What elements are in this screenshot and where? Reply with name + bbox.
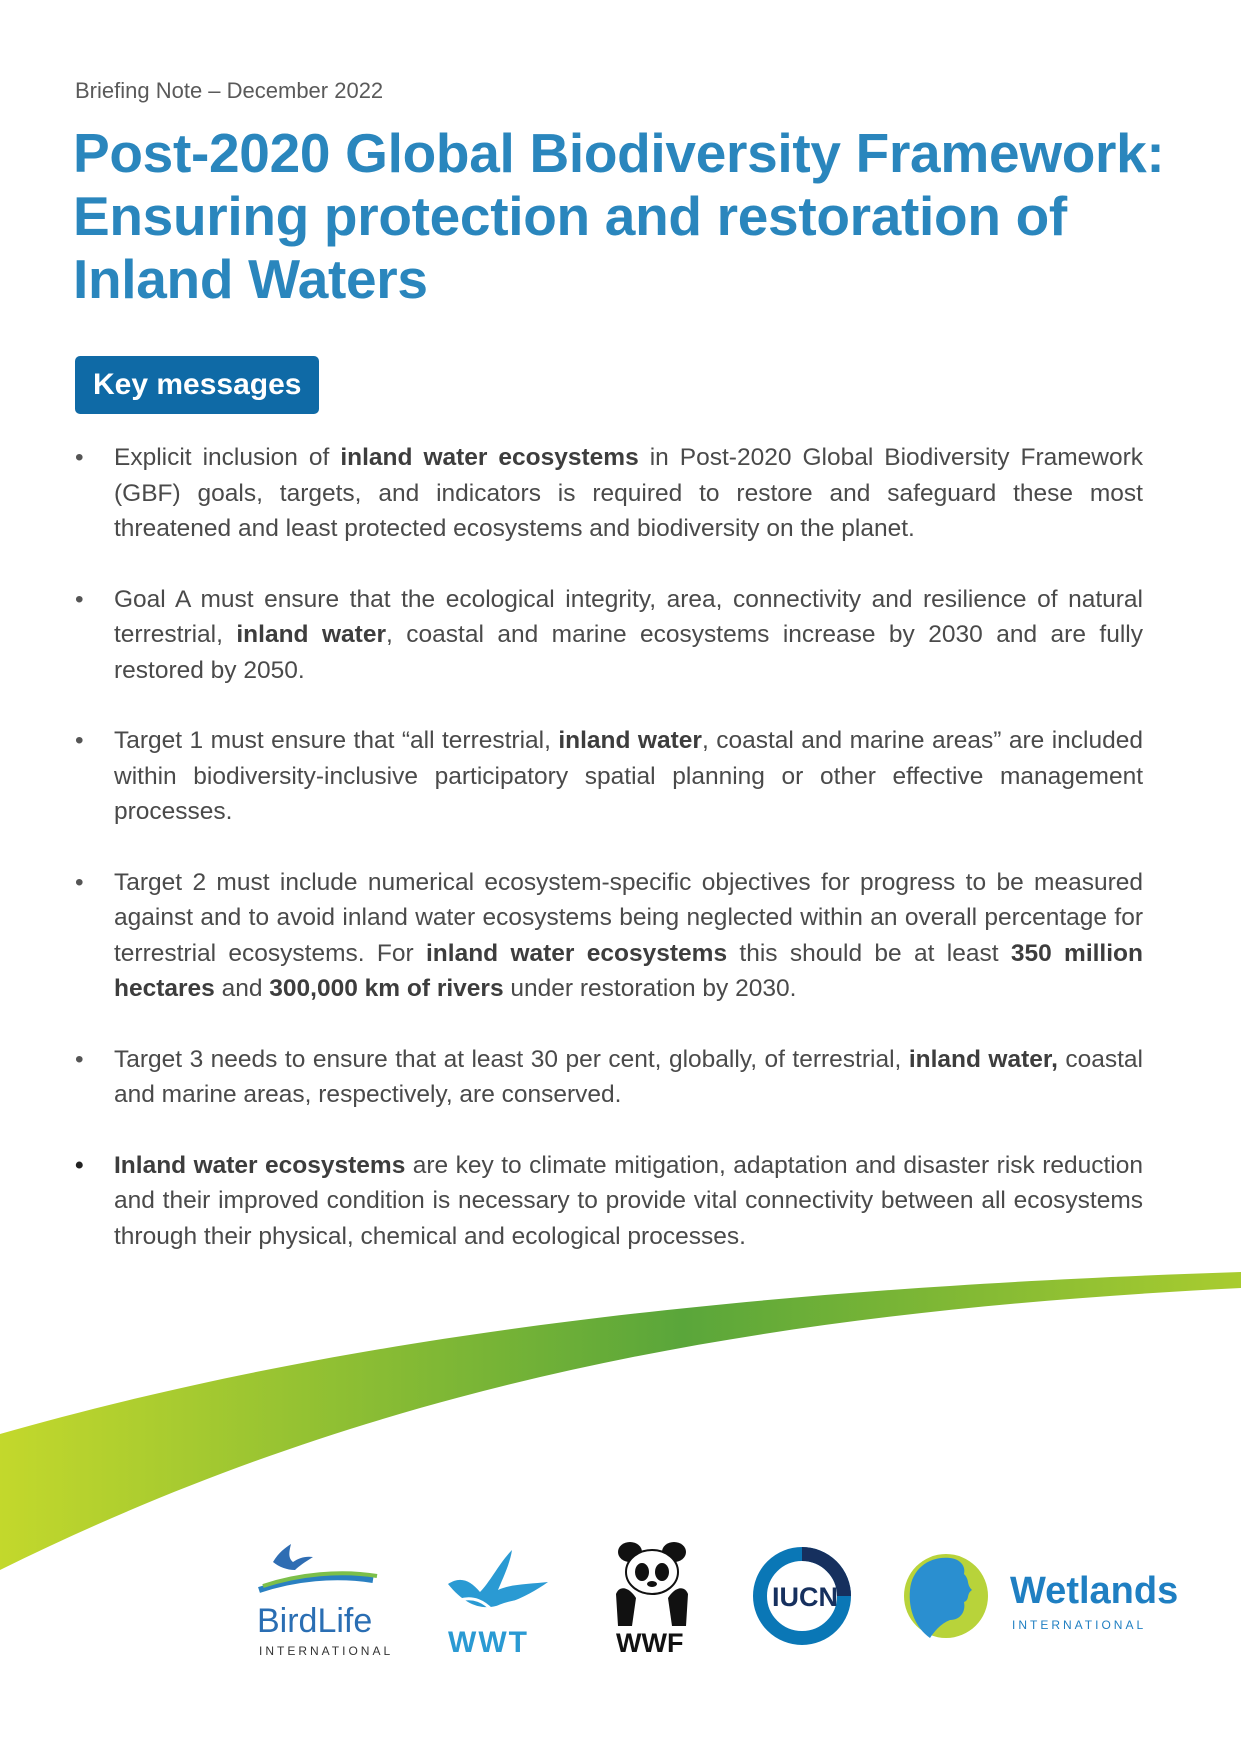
wetlands-logo bbox=[900, 1540, 1190, 1660]
bullet-icon: • bbox=[75, 444, 84, 471]
birdlife-sub: INTERNATIONAL bbox=[259, 1644, 394, 1658]
key-message-item bbox=[75, 1042, 1143, 1113]
bullet-icon: • bbox=[75, 727, 84, 754]
wetlands-face-icon bbox=[900, 1550, 995, 1645]
wwt-logo bbox=[440, 1540, 555, 1660]
message-text: and bbox=[214, 975, 270, 1002]
wwf-name: WWF bbox=[616, 1628, 684, 1658]
wetlands-name: Wetlands bbox=[1010, 1570, 1179, 1612]
iucn-name: IUCN bbox=[772, 1582, 838, 1612]
message-text: , coastal and marine areas” are included within biodiversity-inclusive participatory spatial planning or other effective management processes. bbox=[114, 727, 1143, 825]
key-message-item bbox=[75, 865, 1143, 1007]
bullet-icon: • bbox=[75, 585, 84, 613]
key-message-item bbox=[75, 582, 1143, 689]
emphasis-text: 300,000 km of rivers bbox=[269, 975, 504, 1002]
key-message-item bbox=[75, 723, 1143, 830]
message-text: Explicit inclusion of bbox=[114, 444, 341, 471]
emphasis-text: 350 million hectares bbox=[114, 939, 1143, 1002]
message-text: are key to climate mitigation, adaptation and disaster risk reduction and their improved condition is necessary to provide vital connectivity between all ecosystems through their physical, chemical and ecological processes. bbox=[114, 1151, 1143, 1250]
bullet-icon: • bbox=[75, 1045, 84, 1073]
message-text: Target 2 must include numerical ecosystem-specific objectives for progress to be measured against and to avoid inland water ecosystems being neglected within an overall percentage for terrestrial ecosystems. For bbox=[114, 868, 1143, 967]
message-text: Goal A must ensure that the ecological integrity, area, connectivity and resilience of natural terrestrial, bbox=[114, 585, 1143, 648]
bullet-icon: • bbox=[75, 868, 84, 896]
panda-icon bbox=[610, 1540, 695, 1630]
message-text: in Post-2020 Global Biodiversity Framework (GBF) goals, targets, and indicators is required to restore and safeguard these most threatened and least protected ecosystems and biodiversity on the planet. bbox=[114, 444, 1144, 542]
message-text: , coastal and marine ecosystems increase by 2030 and are fully restored by 2050. bbox=[114, 621, 1143, 684]
wwf-logo bbox=[610, 1540, 695, 1660]
emphasis-text: inland water bbox=[236, 621, 386, 648]
key-message-item bbox=[75, 440, 1143, 547]
page-title: Post-2020 Global Biodiversity Framework: Ensuring protection and restoration of Inland Waters bbox=[73, 122, 1165, 310]
partner-logos bbox=[0, 1540, 1241, 1690]
emphasis-text: inland water bbox=[558, 727, 702, 754]
green-swoosh-decoration bbox=[0, 1270, 1241, 1570]
emphasis-text: inland water, bbox=[908, 1045, 1058, 1073]
wwt-name: WWT bbox=[448, 1626, 529, 1659]
wwt-swans-icon bbox=[440, 1540, 555, 1625]
emphasis-text: inland water ecosystems bbox=[340, 444, 639, 471]
emphasis-text: inland water ecosystems bbox=[426, 939, 728, 967]
key-message-item bbox=[75, 1148, 1143, 1255]
emphasis-text: Inland water ecosystems bbox=[114, 1151, 406, 1179]
briefing-note-date: Briefing Note – December 2022 bbox=[75, 78, 384, 103]
bullet-icon: • bbox=[75, 1151, 84, 1179]
birdlife-name: BirdLife bbox=[257, 1602, 373, 1640]
key-messages-heading: Key messages bbox=[75, 356, 319, 414]
message-text: this should be at least bbox=[727, 939, 1011, 967]
message-text: under restoration by 2030. bbox=[503, 975, 797, 1002]
iucn-logo bbox=[752, 1540, 852, 1660]
birdlife-logo bbox=[255, 1540, 395, 1660]
message-text: Target 1 must ensure that “all terrestrial, bbox=[114, 727, 559, 754]
message-text: coastal and marine areas, respectively, are conserved. bbox=[114, 1045, 1143, 1108]
wetlands-sub: INTERNATIONAL bbox=[1012, 1618, 1147, 1632]
key-messages-list bbox=[75, 440, 1143, 1289]
message-text: Target 3 needs to ensure that at least 30 per cent, globally, of terrestrial, bbox=[114, 1045, 909, 1073]
